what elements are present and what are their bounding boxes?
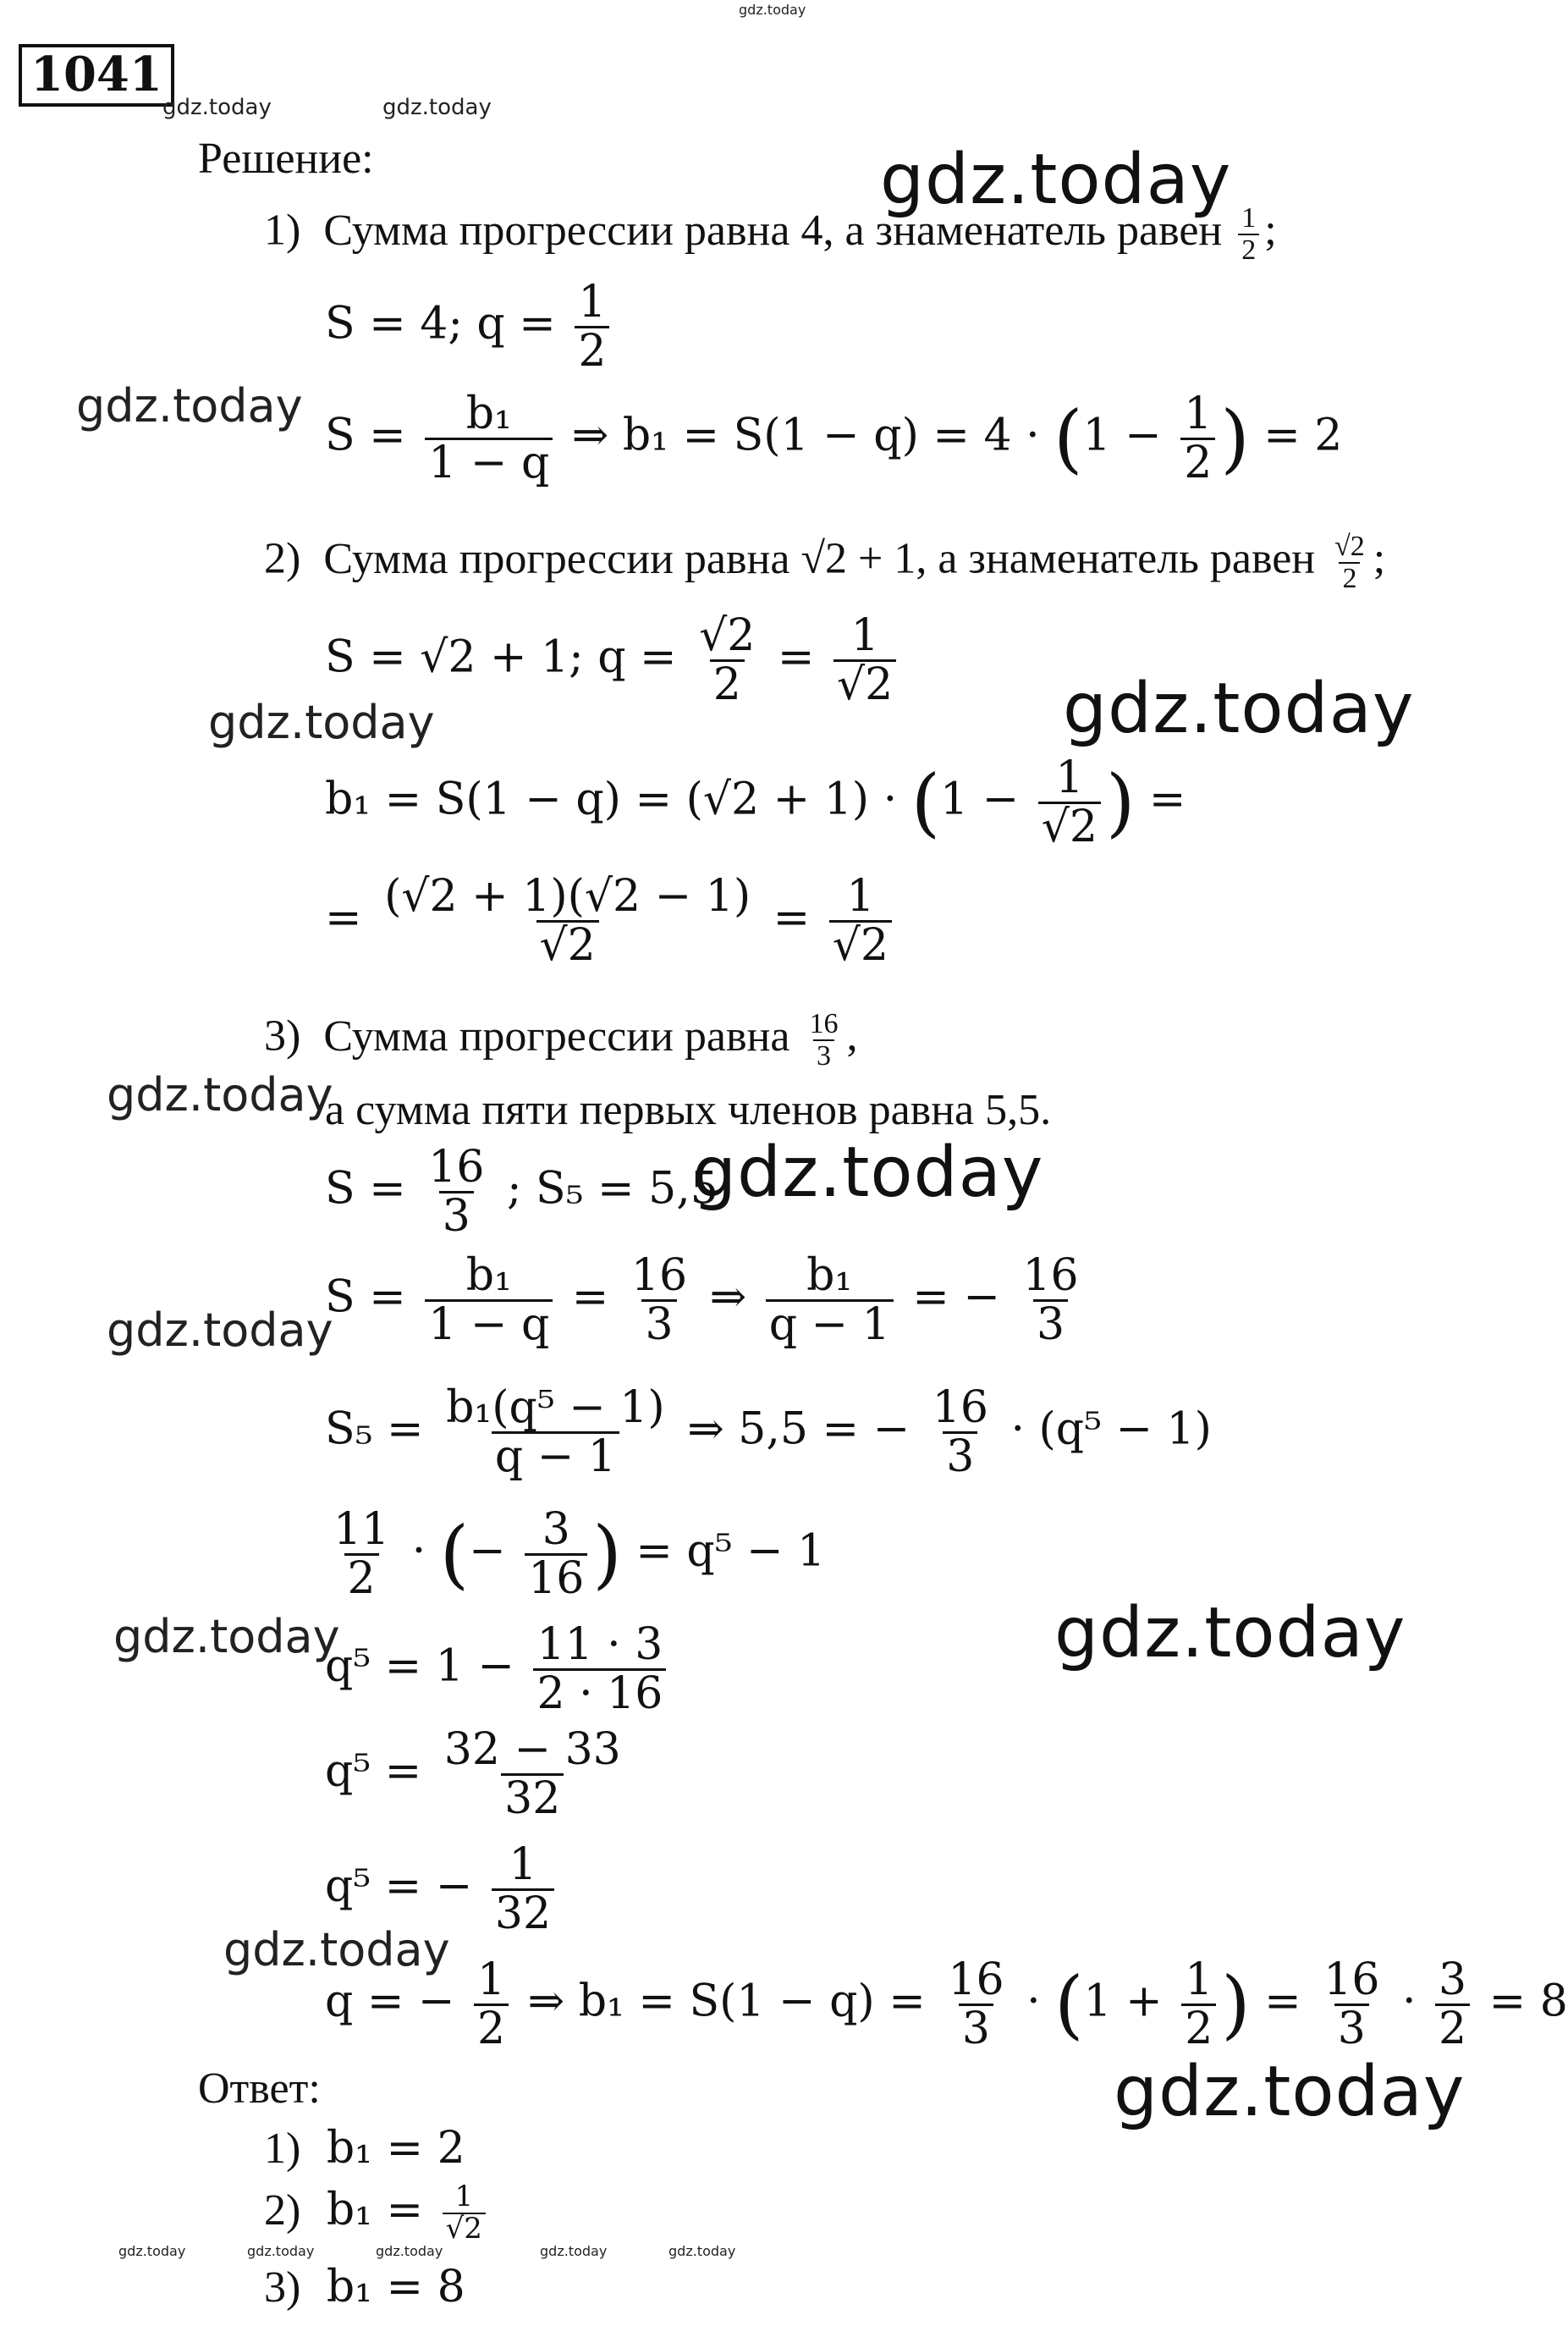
watermark: gdz.today (107, 1304, 333, 1357)
solution-heading: Решение: (198, 135, 374, 183)
fraction (628, 1250, 690, 1350)
eq-text: ⇒ b₁ = S(1 − q) = (527, 1976, 926, 2027)
frac-num: 1 (1241, 202, 1257, 234)
watermark: gdz.today (376, 2243, 443, 2259)
frac-den: 3 (439, 1191, 474, 1240)
fraction (533, 1619, 666, 1719)
frac-num: 1 (454, 2180, 474, 2213)
eq-text: q⁵ = − (325, 1860, 473, 1912)
frac-num: b₁(q⁵ − 1) (446, 1382, 665, 1433)
answer-text: b₁ = 2 (326, 2123, 465, 2174)
frac-num: 11 (333, 1504, 390, 1555)
answer-label: 2) (264, 2186, 301, 2235)
fraction (425, 391, 553, 486)
frac-den: 1 − q (425, 1299, 553, 1348)
frac-den: √2 (443, 2213, 486, 2245)
frac-den: 2 (710, 659, 745, 708)
frac-den: 2 (474, 2004, 509, 2053)
eq-text: = q⁵ − 1 (635, 1525, 826, 1577)
item-tail: ; (1264, 206, 1277, 255)
frac-num: 32 − 33 (443, 1724, 621, 1775)
frac-den: 2 (575, 326, 609, 375)
fraction (766, 1250, 894, 1350)
fraction (1181, 1954, 1216, 2054)
fraction (1435, 1954, 1470, 2054)
fraction (1238, 203, 1259, 265)
frac-den: 2 (1339, 562, 1360, 594)
equation-13: q = − $\frac{1}{2}$ ⇒ b₁ = S(1 − q) = $\frac{16}{3}$ · (1 + $\frac{1}{2}$ ) = $\frac{16}{3}$ · $\frac{3}{2}$ = 8 (325, 1954, 1568, 2054)
eq-text: S = 4; q = (325, 298, 556, 350)
item-3 (264, 1009, 857, 1071)
frac-num: (√2 + 1)(√2 − 1) (384, 871, 751, 922)
watermark: gdz.today (668, 2243, 736, 2259)
frac-num: 1 (850, 610, 879, 661)
equation-4: b₁ = S(1 − q) = (√2 + 1) · (1 − $\frac{1}{√2}$ ) = (325, 752, 1186, 852)
watermark: gdz.today (692, 1133, 1044, 1213)
fraction (696, 610, 758, 710)
eq-text: · (411, 1525, 426, 1577)
frac-den: 3 (943, 1431, 977, 1480)
frac-den: 1 − q (425, 438, 553, 487)
equation-11 (325, 1724, 630, 1824)
frac-den: √2 (834, 659, 896, 708)
frac-num: 3 (542, 1504, 570, 1555)
frac-den: 16 (525, 1553, 587, 1602)
eq-text: = (773, 892, 811, 944)
frac-den: q − 1 (492, 1431, 619, 1480)
answer-text: b₁ = 8 (326, 2262, 465, 2312)
fraction (474, 1954, 509, 2054)
answer-3 (264, 2262, 465, 2312)
fraction (330, 1504, 393, 1604)
frac-num: 11 · 3 (536, 1619, 663, 1670)
watermark: gdz.today (113, 1610, 340, 1663)
equation-7 (325, 1250, 1087, 1350)
frac-num: 16 (1323, 1954, 1380, 2005)
equation-5 (325, 871, 897, 971)
eq-text: ⇒ b₁ = S(1 − q) = 4 · (571, 410, 1040, 461)
frac-den: 3 (959, 2004, 993, 2053)
watermark: gdz.today (107, 1068, 333, 1122)
frac-den: 32 (492, 1888, 554, 1937)
frac-den: 2 · 16 (533, 1668, 666, 1717)
frac-den: 2 (344, 1553, 379, 1602)
answer-heading: Ответ: (198, 2064, 321, 2113)
eq-text: = (571, 1271, 609, 1323)
item-label: 1) (264, 206, 301, 255)
frac-den: 2 (1181, 2004, 1216, 2053)
fraction (929, 1382, 992, 1482)
eq-text: = (1148, 774, 1186, 825)
frac-num: b₁ (465, 389, 512, 439)
fraction (443, 2182, 486, 2244)
equation-3 (325, 610, 901, 710)
frac-den: 2 (1435, 2004, 1470, 2053)
eq-text: = (325, 892, 362, 944)
frac-num: 16 (1022, 1250, 1079, 1301)
item-2 (264, 532, 1385, 593)
frac-num: b₁ (806, 1250, 853, 1301)
fraction (492, 1839, 554, 1939)
answer-label: 3) (264, 2263, 301, 2312)
frac-num: 1 (1184, 389, 1213, 439)
fraction (381, 871, 754, 971)
fraction (443, 1382, 668, 1482)
item-1 (264, 203, 1277, 265)
eq-text: · (q⁵ − 1) (1010, 1403, 1212, 1455)
watermark: gdz.today (208, 696, 435, 749)
eq-text: S = (325, 1271, 406, 1323)
fraction (806, 1009, 841, 1071)
fraction (441, 1724, 624, 1824)
eq-text: q⁵ = 1 − (325, 1640, 514, 1692)
eq-text: = 2 (1263, 410, 1343, 461)
fraction (575, 277, 609, 377)
fraction (829, 871, 892, 971)
eq-text: = (1264, 1976, 1301, 2027)
watermark: gdz.today (1054, 1593, 1406, 1673)
answer-1 (264, 2123, 465, 2174)
item-label: 2) (264, 534, 301, 583)
frac-den: √2 (829, 920, 892, 969)
equation-1 (325, 277, 614, 377)
frac-num: 16 (630, 1250, 688, 1301)
answer-text: b₁ = (326, 2185, 424, 2236)
frac-num: 16 (932, 1382, 988, 1433)
fraction (1180, 391, 1215, 486)
frac-num: 1 (846, 871, 875, 922)
frac-num: 3 (1439, 1954, 1467, 2005)
fraction (944, 1954, 1007, 2054)
eq-text: ⇒ (709, 1271, 747, 1323)
eq-text: 1 + (1083, 1976, 1163, 2027)
frac-num: √2 (1334, 531, 1365, 562)
item-tail: , (846, 1011, 858, 1061)
fraction (525, 1504, 587, 1604)
eq-text: = (777, 631, 815, 683)
frac-den: q − 1 (766, 1299, 894, 1348)
frac-num: 1 (578, 277, 607, 328)
watermark: gdz.today (118, 2243, 186, 2259)
item-text: Сумма прогрессии равна (323, 534, 790, 583)
watermark: gdz.today (382, 95, 492, 120)
fraction (1331, 532, 1368, 593)
frac-den: √2 (536, 920, 599, 969)
frac-den: 3 (1334, 2004, 1369, 2053)
watermark: gdz.today (880, 140, 1232, 220)
fraction (1038, 752, 1101, 852)
frac-num: b₁ (465, 1250, 512, 1301)
frac-den: 3 (641, 1299, 676, 1348)
equation-2: S = $\frac{\text{b₁}}{1 - q}$ ⇒ b₁ = S(1 − q) = 4 · (1 − $\frac{1}{2}$ ) = 2 (325, 389, 1343, 488)
answer-label: 1) (264, 2125, 301, 2173)
watermark: gdz.today (1063, 669, 1415, 749)
eq-text: − (469, 1525, 506, 1577)
fraction (834, 610, 896, 710)
watermark: gdz.today (247, 2243, 315, 2259)
watermark: gdz.today (223, 1923, 450, 1976)
frac-num: 1 (509, 1839, 537, 1890)
item-label: 3) (264, 1011, 301, 1061)
frac-num: √2 (699, 610, 756, 661)
item-text: Сумма прогрессии равна 4, а знаменатель равен (323, 206, 1223, 255)
eq-text: S = (325, 410, 406, 461)
watermark-top: gdz.today (739, 2, 806, 18)
item-3-text-2: а сумма пяти первых членов равна 5,5. (325, 1086, 1052, 1134)
eq-text: ⇒ 5,5 = − (687, 1403, 911, 1455)
eq-text: S₅ = (325, 1403, 424, 1455)
fraction (1320, 1954, 1383, 2054)
watermark: gdz.today (1114, 2052, 1466, 2132)
eq-text: = − (912, 1271, 1000, 1323)
frac-den: 2 (1180, 438, 1215, 487)
item-text: √2 + 1, а знаменатель равен (801, 534, 1316, 583)
answer-2 (264, 2182, 491, 2244)
frac-den: 3 (1033, 1299, 1068, 1348)
watermark: gdz.today (540, 2243, 608, 2259)
eq-text: 1 − (940, 774, 1020, 825)
eq-text: · (1026, 1976, 1041, 2027)
equation-10 (325, 1619, 671, 1719)
frac-num: 1 (1185, 1954, 1213, 2005)
eq-text: 1 − (1082, 410, 1162, 461)
frac-den: √2 (1038, 802, 1101, 851)
problem-number: 1041 (19, 44, 174, 107)
eq-text: q = − (325, 1976, 455, 2027)
frac-num: 1 (477, 1954, 506, 2005)
frac-num: 1 (1055, 752, 1084, 803)
item-tail: ; (1373, 534, 1386, 583)
item-text: Сумма прогрессии равна (323, 1011, 790, 1061)
frac-den: 32 (501, 1773, 564, 1822)
watermark: gdz.today (76, 379, 303, 433)
frac-den: 2 (1238, 234, 1259, 266)
eq-text: q⁵ = (325, 1745, 422, 1797)
fraction (425, 1250, 553, 1350)
fraction (425, 1142, 487, 1242)
fraction (1019, 1250, 1081, 1350)
eq-text: S = √2 + 1; q = (325, 631, 677, 683)
equation-9: $\frac{11}{2}$ · (− $\frac{3}{16}$ ) = q⁵ − 1 (325, 1507, 825, 1601)
equation-8 (325, 1382, 1212, 1482)
frac-num: 16 (809, 1008, 839, 1039)
watermark: gdz.today (162, 95, 272, 120)
frac-num: 16 (948, 1954, 1004, 2005)
frac-num: 16 (428, 1142, 485, 1193)
equation-6 (325, 1142, 718, 1242)
eq-text: = 8 (1488, 1976, 1568, 2027)
eq-text: · (1401, 1976, 1417, 2027)
eq-text: ; S₅ = 5,5 (506, 1163, 718, 1215)
eq-text: S = (325, 1163, 406, 1215)
eq-text: b₁ = S(1 − q) = (√2 + 1) · (325, 774, 898, 825)
frac-den: 3 (813, 1039, 834, 1072)
